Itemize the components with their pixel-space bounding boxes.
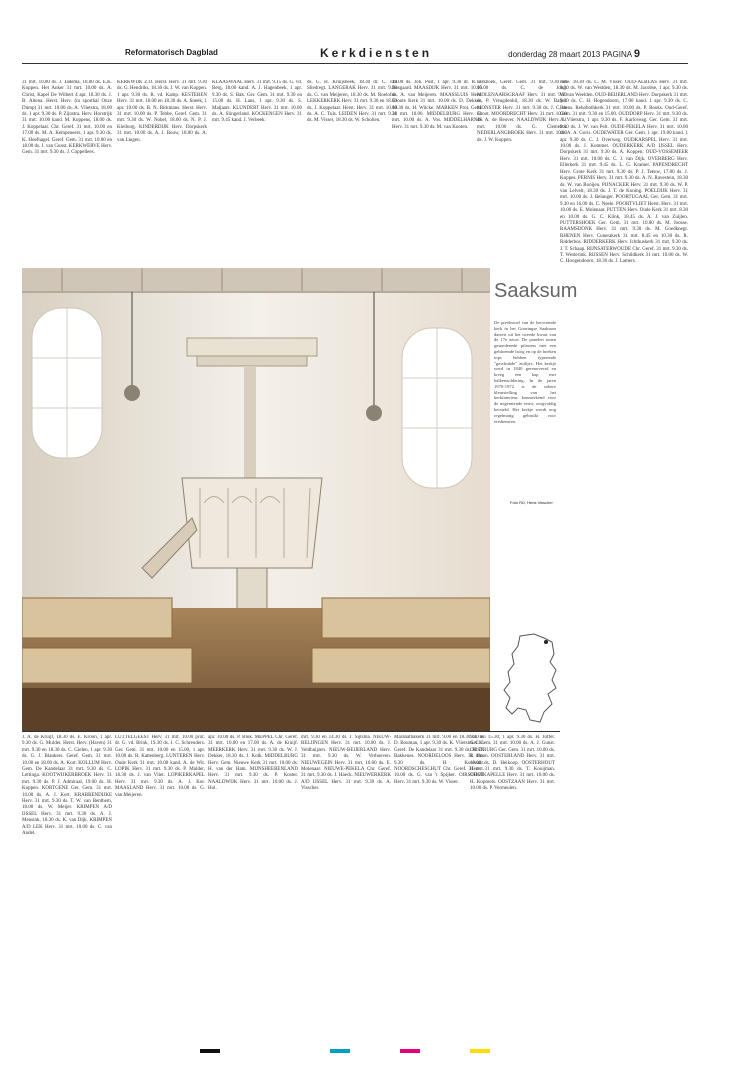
- listing-column: apr. 10.00 ds. P. Blok. MEPPEL Chr. Geref. 31 mrt. 10.00 en 17.00 ds. A. de Kruijf. MEERKERK Herv. 31 mrt. 9.30 ds. W. J. Dekker, 18.30 ds. J. Kolk. MIDDELBURG Herv. Gem. Nieuwe Kerk 31 mrt. 10.00 ds. H. van der Ham. MIJNSHEERENLAND Herv. 31 mrt. 9.30 ds. P. Koster. NAALDWIJK Herv. 31 mrt. 10.00 ds. J. Hol.: [208, 735, 298, 792]
- listing-column: mrt. 9.30 en 14.30 ds. J. Sijtsma. NIEUW-BELJINGEN Herv. 31 mrt. 10.00 ds. J. Veldhuijzen. NIEUW-BEIJERLAND Herv. 31 mrt. 9.30 ds. W. Verhoeven. NIEUWEGEIN Herv. 31 mrt. 10.00 ds. E. Molenaar. NIEUWE-PEKELA Chr. Geref. 31 mrt. 9.30 ds. J. Haeck. NIEUWERKERK A/D IJSSEL Herv. 31 mrt. 9.30 ds. A. Visscher.: [301, 735, 391, 792]
- listing-column: ds. G. H. Kruijsbeek, 18.30 dr. C. van Sliedregt. LANGERAK Herv. 31 mrt. 9.30 ds. G. van Meijeren, 18.30 ds. M. Roelofse. LEKKERKERK Herv. 31 mrt. 9.30 en 18.30 ds. J. Koppelaar. Herst. Herv. 31 mrt. 10.00 ds. A. C. Tuls. LEIDEN Herv. 31 mrt. 9.30 ds. M. Visser, 18.30 ds. W. Scholten.: [307, 80, 397, 124]
- listing-column: KERKWIJK Z.O. Herst. Herv. 31 mrt. 9.30 ds. G. Hendriks, 18.30 ds. J. W. van Koppen. 1 apr. 9.30 ds. R. vd. Kamp. KESTEREN Herv. 31 mrt. 10.00 en 18.30 ds. A. Sneek, 1 apr. 10.00 ds. B. N. Birkmans. Herst. Herv. 31 mrt. 10.00 ds. P. Tebbe, Geref. Gem. 31 mrt. 9.30 ds. W. Nobel, 18.00 ds. N. P. J. Kleiborg. KINDERDIJK Herv. Dorpskerk 31 mrt. 10.00 ds. A. J. Bouw, 18.00 ds. A. van Lingen.: [117, 80, 207, 143]
- listing-column: 9.30 en 15.30, 1 apr. 9.30 ds. H. Juffer. Ger. Gem. 31 mrt. 10.00 ds. A. J. Gunst. OOSTBURG Ger. Gem. 31 mrt. 10.00 ds. R. Boon. OOSTERLAND Herv. 31 mrt. 10.00 ds. D. Heikoop. OOSTERHOUT Herv. 31 mrt. 9.30 ds. T. Kooijman. OOSTKAPELLE Herv. 31 mrt. 10.00 ds. H. Kopmels. OOSTZAAN Herv. 31 mrt. 10.00 ds. P. Vermeulen.: [470, 735, 555, 792]
- feature-body: De preekstoel van de hervormde kerk in het Groningse Saaksum dateert uit het tweede kwart van de 17e eeuw. De panelen tonen gesnedenede pilasters met een gebloemde boog en op de hoeken tops hebben typerende "geschubde" zuiltjes. Het kerkje werd in 1840 gerenoveerd en kreeg een kap met balkenzoldering. In de jaren 1970-1972 is de sobere kleurstelling van het kerkinterieur, kenmerkend voor de negentiende eeuw, zorgvuldig hersteld. Het kerkje wordt nog regelmatig gebruikt voor erediensten.: [494, 320, 556, 424]
- feature-title: Saaksum: [494, 280, 578, 302]
- print-mark: [330, 1049, 350, 1053]
- print-mark: [200, 1049, 220, 1053]
- header-rule: [22, 63, 688, 64]
- netherlands-map-icon: [500, 630, 560, 725]
- listing-column: kerkhoek, Geref. Gem. 31 mrt. 9.30 en 15.00 ds. C. de Jong. MOLENAARSGRAAF Herv. 31 mrt. 9.30 ds. P. Vreugdenhil, 18.30 ds. W. Baljet. MONSTER Herv. 31 mrt. 9.30 ds. J. C. de Groot. MOORDRECHT Herv. 31 mrt. 10.00 ds. A. de Reuver. NAALDWIJK Herv. 31 mrt. 10.00 ds. G. Clements. NEDERLANGBROEK Herv. 31 mrt. 10.00 ds. J. W. Koppen.: [477, 80, 567, 143]
- section-title: Kerkdiensten: [320, 46, 433, 60]
- listing-column: KLAASWAAL Herv. 31 mrt. 9.15 ds. G. vd. Berg, 18.00 kand. A. J. Hagenbeek, 1 apr. 9.30 ds. S. Bak. Ger. Gem. 31 mrt. 9.30 en 15.00 ds. H. Lans, 1 apr. 9.30 ds. S. Maljaars. KLUNDERT Herv. 31 mrt. 10.00 ds. A. Slingerland. KOCKENGEN Herv. 31 mrt. 9.45 kand. J. Verbeek.: [212, 80, 302, 124]
- listing-column: 19.00 ds. Joh. Post, 1 apr. 9.30 dr. R. J. Bosgaard. MAASDIJK Herv. 31 mrt. 10.00 ds. A. van Meijeren. MAASSLUIS Herv. Groote Kerk 31 mrt. 10.00 ds. D. Dekker, 18.30 ds. H. Wilcke. MARKEN Prot. Gem. 31 mrt. 10.00. MIDDELBURG Herv. 31 mrt. 10.00 ds. A. Vos. MIDDELHARNIS Herv. 31 mrt. 9.30 ds. M. van Kooten.: [392, 80, 482, 130]
- page-header: [0, 0, 738, 70]
- listing-column: LUTTELGEEST Herv. 31 mrt. 10.00 prof. dr. G. vd. Brink, 19.30 ds. J. C. Schreuders. Ger. Gem. 31 mrt. 10.00 en 15.00, 1 apr. 10.00 ds. R. Kattenberg. LUNTEREN Herv. Oude Kerk 31 mrt. 10.00 kand. A. de Wit. LOPIK Herv. 31 mrt. 9.30 ds. P. Mulder, 18.30 ds. J. van Vliet. LOPIKERKAPEL Herv. 31 mrt. 9.30 ds. A. J. Kot. MAASLAND Herv. 31 mrt. 10.00 ds. G. van Meijeren.: [115, 735, 205, 798]
- page-number: 9: [633, 48, 640, 60]
- church-interior-photo: [22, 268, 490, 731]
- listing-column: Maranathakerk 31 mrt. 9.00 en 18.30 ds. B. D. Bouman, 1 apr. 9.30 ds. K. Vlietstra. Chr. Geref. De Kandelaar 31 mrt. 9.30 ds. H. D. Bakkenes. NOORDELOOS Herv. 31 mrt. 9.30 ds. H. Korevaar. NOORDSCHESCHUT Chr. Geref. 31 mrt. 10.00 ds. G. van 't Spijker. OIRSCHOT Herv. 31 mrt. 9.30 ds. W. Visser.: [394, 735, 484, 785]
- listing-column: 31 mrt. 10.00 ds. J. Tadema, 18.00 ds. E.K. Koppen. Het Anker 31 mrt. 10.00 ds. A. Christ, Kapel De Wilbert 4 apr. 18.30 ds. J. B. Altena. Herst. Herv. (in sporthal Onze Dump) 31 mrt. 10.00 ds. A. Vlietstra, 18.00 ds. 1 apr. 9.30 ds. P. Zijnstra. Herv. Horstrijk 31 mrt. 10.00 kand. M. Koppens, 18.00 ds. J. Koppelaar. Chr. Geref. 31 mrt. 10.00 en 17.00 ds. M. A. Kempeneers, 1 apr. 9.30 ds. K. Hoefnagel. Geref. Gem. 31 mrt. 10.00 en 18.00 ds. J. van Gunst. KERKWERVE Herv. Gem. 31 mrt. 9.30 ds. J. Coppellees.: [22, 80, 112, 156]
- photo-bottom-rule: [22, 731, 560, 732]
- listing-column-right: mrte. 18.30 ds. C. M. Visser. OUD-ALBLAS Herv. 31 mrt. 9.30 ds. W. van Westden, 18.30 ds. M. Jacobse, 1 apr. 9.30 ds. W. van Weelden. OUD-BEIJERLAND Herv. Dorpskerk 31 mrt. 9.30 ds. C. H. Hogendoorn, 17.00 kand. 1 apr. 9.30 ds. C. Beens. Rehobothkerk 31 mrt. 10.00 ds. P. Rooks. Oud-Geref. Gem. 31 mrt. 9.30 en 15.00. OUDDORP Herv. 31 mrt. 9.30 ds. A. Vlietstra, 1 apr. 9.30 ds. F. Karloveag. Ger. Gem. 31 mrt. 9.30 ds. J. W. van Pelt. OUDE-PEKELA Herv. 31 mrt. 10.00 ds. A. A. Goris. OUDEWATER Ger. Gem. 1 apr. 19.00 kand. 1 apr. 9.30 ds. C. J. Overweg. OUDKARSPEL Herv. 31 mrt. 10.00 ds. J. Kommet. OUDERKERK A/D IJSSEL Herv. Dorpskerk 31 mrt. 9.30 ds. A. Koppen. OUD-VOSSEMEER Herv. 31 mrt. 10.00 ds. C. J. van Dijk. OVERBERG Herv. Ellerkerk 31 mrt. 9.45 ds. L. G. Kramer. PAPENDRECHT Herv. Grote Kerk 31 mrt. 9.30 ds. P. J. Teeuw, 17.00 ds. J. Koppes. PERNIS Herv. 31 mrt. 9.30 ds. A. N. Ravestein, 18.30 ds. W. van Rooijen. PIJNACKER Herv. 31 mrt. 9.30 ds. W. P. van Lelvelt, 18.30 ds. J. T. de Koning. POELDIJK Herv. 31 mrt. 10.00 ds. J. Belanger. POORTUGAAL Ger. Gem. 31 mrt. 9.30 en 16.00 ds. C. Neele. POORTVLIET Herst. Herv. 31 mrt. 10.00 ds. E. Molenaar. PUTTEN Herv. Oude Kerk 31 mrt. 8.30 en 10.00 ds. G. C. Klink, 18.45 ds. A. J. van Zuijlen. PUTTERSHOEK Ger. Gem. 31 mrt. 10.00 ds. M. Joosse. RAAMSDONK Herv. 31 mrt. 9.30 ds. M. Goedknegt. RHENEN Herv. Cunerakerk 31 mrt. 8.45 en 10.30 ds. R. Ridderbos. RIDDERKERK Herv. Ichthuskerk 31 mrt. 9.30 ds. J. T. Schaap. RIJNSATERWOUDE Chr. Geref. 31 mrt. 9.30 ds. T. Westerink. RIJSSEN Herv. Schildkerk 31 mrt. 10.00 ds. W. C. Hoogendoorn, 18.30 ds. J. Lamers.: [560, 80, 688, 265]
- issue-date: donderdag 28 maart 2013 PAGINA 9: [508, 48, 640, 60]
- print-mark: [400, 1049, 420, 1053]
- publication-name: Reformatorisch Dagblad: [125, 48, 218, 57]
- photo-credit: Foto RD, Henk Visscher: [510, 500, 553, 505]
- listing-column: J. A. de Kruijf, 18.30 ds. E. Kroon, 1 apr. 9.30 ds. G. Mulder. Herst. Herv. (Haven) 31 mrt. 9.30 en 18.30 ds. C. Gielen, 1 apr. 9.30 ds. G. J. Blankers. Geref. Gem. 31 mrt. 10.00 en 18.00 ds. A. Kort. KOLLUM Herv. Gem. De Kandelaar 31 mrt. 9.30 ds. C. Lettinga. KOOTWIJKERBROEK Herv. 31 mrt. 9.30 ds. P. J. Admiraal, 19.00 ds. H. Koppen. KORTGENE Ger. Gem. 31 mrt. 10.00 ds. A. J. Kort. KRABBENDIJKE Herv. 31 mrt. 9.30 ds. T. W. van Benthem, 18.00 ds. W. Meijer. KRIMPEN A/D IJSSEL Herv. 31 mrt. 9.30 ds. A. J. Mensink, 18.30 ds. K. van Dijk. KRIMPEN A/D LEK Herv. 31 mrt. 10.00 ds. C. van Andel.: [22, 735, 112, 837]
- print-mark: [470, 1049, 490, 1053]
- location-dot-icon: [544, 640, 548, 644]
